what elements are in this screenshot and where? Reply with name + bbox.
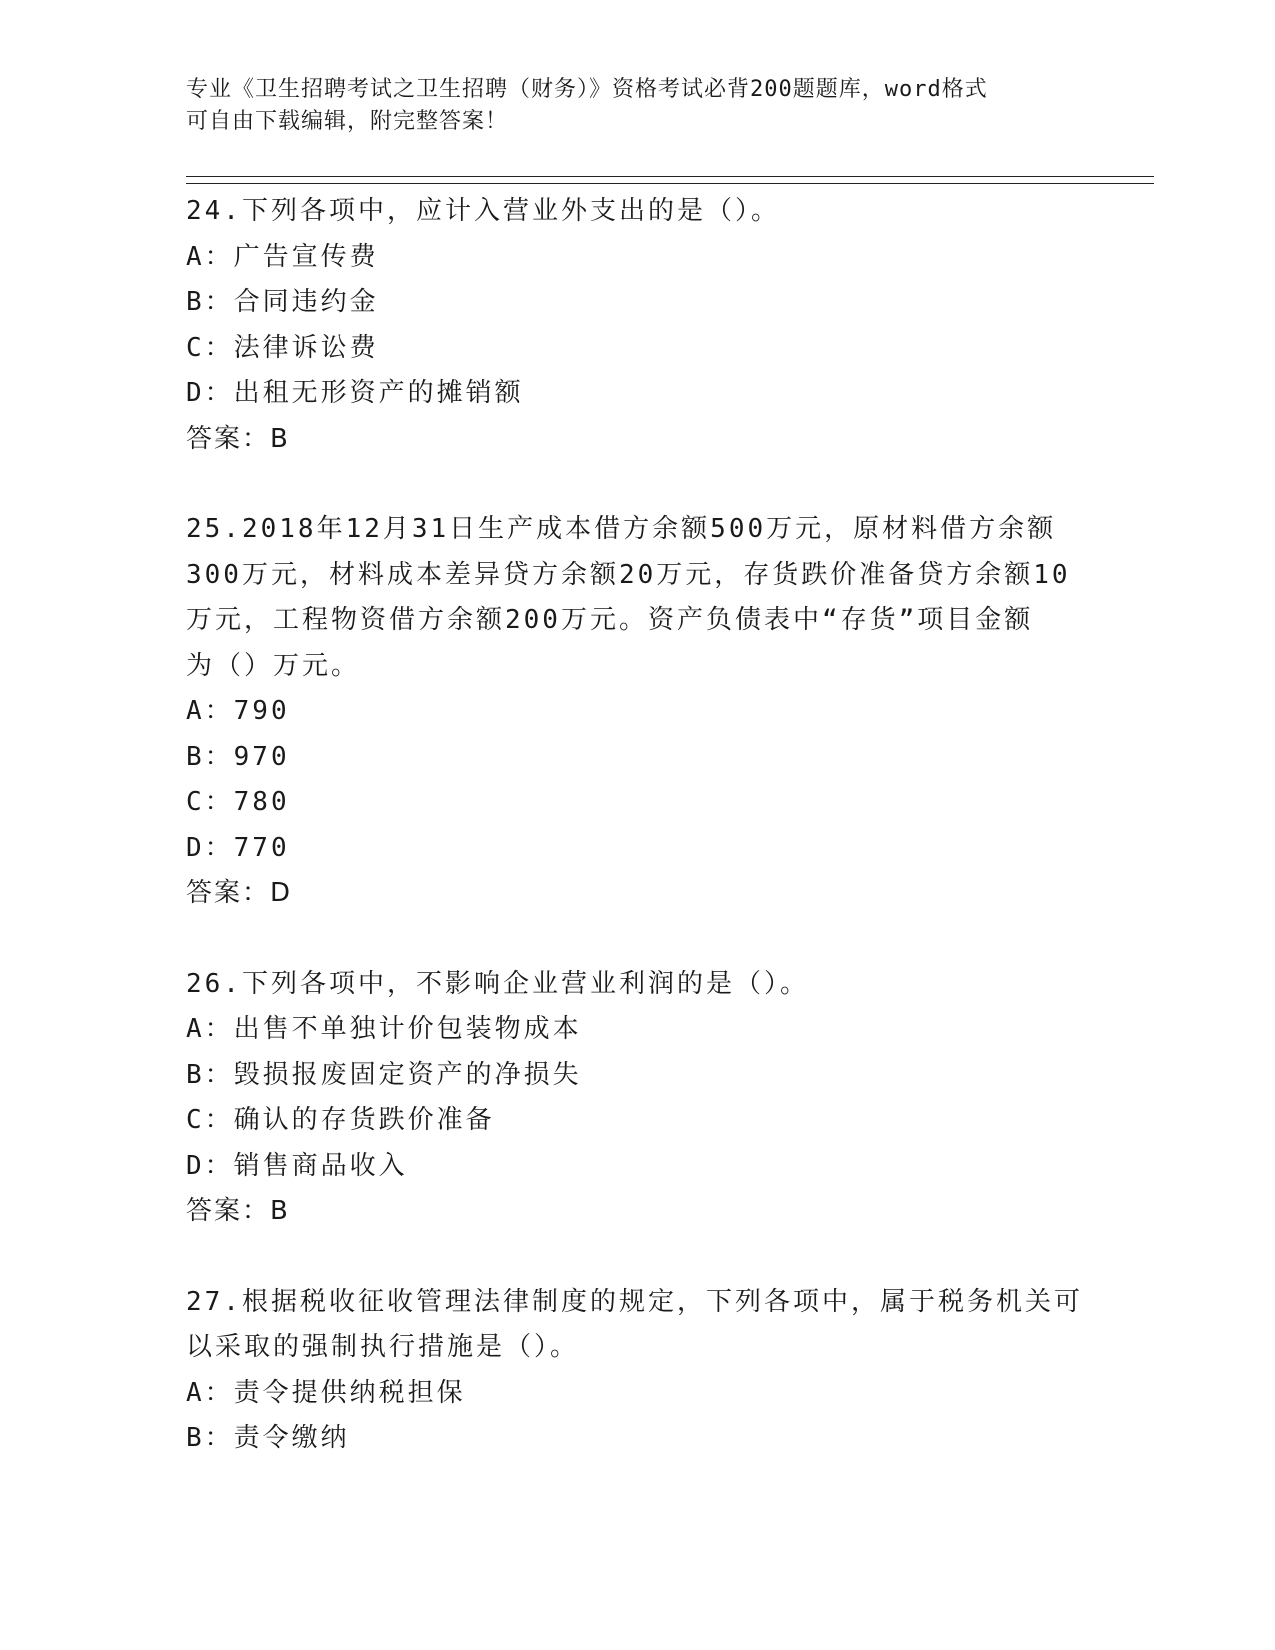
header-divider-bottom bbox=[186, 183, 1154, 184]
answer-line: 答案：B bbox=[186, 1196, 290, 1226]
question-text-line: 27.根据税收征收管理法律制度的规定，下列各项中，属于税务机关可 bbox=[186, 1286, 1083, 1317]
question-text bbox=[186, 962, 1086, 1008]
question-26 bbox=[186, 962, 1086, 1235]
answer-line: 答案：D bbox=[186, 878, 293, 908]
option-a: A：790 bbox=[186, 696, 290, 726]
question-spacer bbox=[186, 917, 1086, 962]
option-c: C：确认的存货跌价准备 bbox=[186, 1105, 495, 1135]
option-b: B：970 bbox=[186, 741, 290, 772]
header-line-2: 可自由下载编辑，附完整答案！ bbox=[186, 109, 509, 134]
option-b: B：毁损报废固定资产的净损失 bbox=[186, 1059, 582, 1090]
document-header bbox=[186, 74, 1086, 138]
header-line-1: 专业《卫生招聘考试之卫生招聘（财务）》资格考试必背200题题库，word格式 bbox=[186, 77, 988, 102]
option-a: A：广告宣传费 bbox=[186, 241, 379, 272]
question-text-line: 以采取的强制执行措施是（）。 bbox=[186, 1332, 580, 1362]
question-text-line: 万元，工程物资借方余额200万元。资产负债表中“存货”项目金额 bbox=[186, 605, 1034, 635]
option-a: A：责令提供纳税担保 bbox=[186, 1377, 466, 1408]
question-text-line: 26.下列各项中，不影响企业营业利润的是（）。 bbox=[186, 968, 809, 999]
question-text bbox=[186, 1280, 1086, 1371]
question-24 bbox=[186, 189, 1086, 462]
question-list bbox=[186, 189, 1086, 1462]
question-text-line: 25.2018年12月31日生产成本借方余额500万元，原材料借方余额 bbox=[186, 514, 1057, 544]
header-divider-top bbox=[186, 176, 1154, 177]
answer-line: 答案：B bbox=[186, 423, 290, 454]
question-text-line: 300万元，材料成本差异贷方余额20万元，存货跌价准备贷方余额10 bbox=[186, 559, 1071, 590]
option-c: C：法律诉讼费 bbox=[186, 332, 379, 363]
question-25 bbox=[186, 507, 1086, 917]
option-a: A：出售不单独计价包装物成本 bbox=[186, 1014, 582, 1044]
option-b: B：责令缴纳 bbox=[186, 1423, 350, 1453]
option-d: D：销售商品收入 bbox=[186, 1150, 408, 1181]
question-spacer bbox=[186, 462, 1086, 507]
option-d: D：出租无形资产的摊销额 bbox=[186, 378, 524, 408]
option-b: B：合同违约金 bbox=[186, 287, 379, 317]
option-c: C：780 bbox=[186, 787, 290, 817]
question-27 bbox=[186, 1280, 1086, 1462]
option-d: D：770 bbox=[186, 832, 290, 863]
question-text-line: 为（）万元。 bbox=[186, 650, 361, 681]
question-text-line: 24.下列各项中，应计入营业外支出的是（）。 bbox=[186, 196, 780, 226]
question-text bbox=[186, 507, 1086, 689]
question-text bbox=[186, 189, 1086, 235]
question-spacer bbox=[186, 1235, 1086, 1280]
